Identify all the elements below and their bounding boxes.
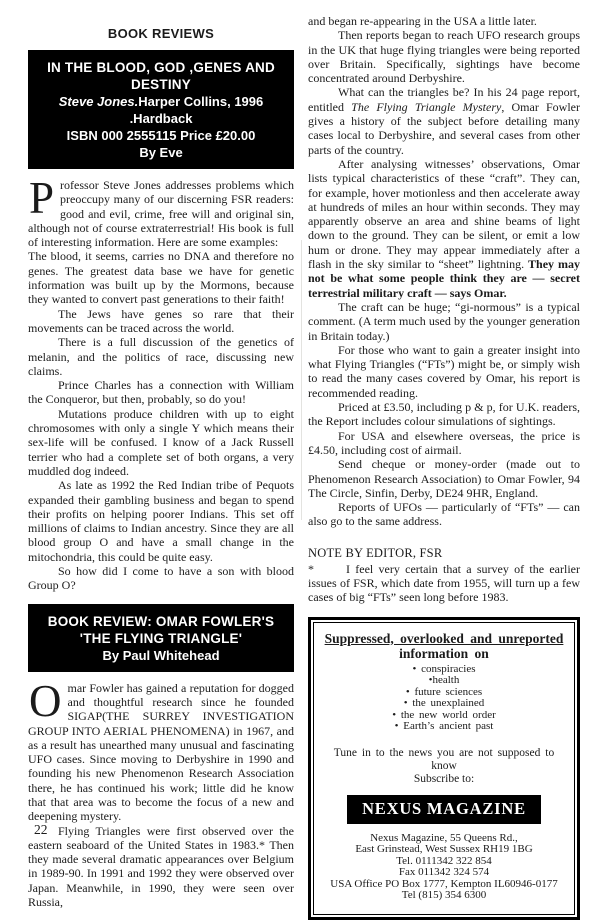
review2-reviewer: By Paul Whitehead bbox=[102, 647, 220, 663]
left-column bbox=[28, 26, 294, 909]
editor-note bbox=[308, 562, 580, 605]
footnote-asterisk: * bbox=[308, 561, 314, 576]
paragraph: Mutations produce children with up to eight chromosomes with only a single Y which means their sex-life will be confused. I know of a Jack Russell terrier who had a complete set of both organs, a very muddled dog indeed. bbox=[28, 406, 294, 478]
nexus-advert bbox=[308, 617, 580, 920]
book-author: Steve Jones. bbox=[58, 94, 139, 109]
paragraph: The blood, it seems, carries no DNA and therefore no genes. The greatest data base we have for genetic information was built up by the Mormons, because they wanted to convert past generations to their faith! bbox=[28, 249, 294, 307]
paragraph: After analysing witnesses’ observations, Omar lists typical characteristics of these “craft”. They can, for example, hover motionless and then accelerate away at hundreds of miles an hour within seconds. They may apparently observe an area and shine beams of light down to the ground. They can be silent, or emit a low hum or drone. They may appear immediately after a flash in the sky similar to “sheet” lightning. They may not be what some people think they are — secret terrestrial military craft — says Omar. bbox=[308, 156, 581, 300]
paragraph: For USA and elsewhere overseas, the price is £4.50, including cost of airmail. bbox=[308, 428, 580, 457]
review2-title-box bbox=[28, 604, 294, 672]
review1-title-box bbox=[28, 50, 294, 169]
paragraph: As late as 1992 the Red Indian tribe of Pequots expanded their gambling business and began to spend their profits on helping poorer Indians. This set off millions of claims to Indian ancestry. Since they are all blood group O and have a small change in the mitochondria, this could be quite easy. bbox=[28, 478, 294, 564]
paragraph: What can the triangles be? In his 24 page report, entitled The Flying Triangle Mystery, Omar Fowler gives a history of the subject before detailing many cases local to Derbyshire, and several cases from other parts of the country. bbox=[308, 85, 580, 157]
list-item: • the new world order bbox=[392, 708, 496, 721]
list-item: • the unexplained bbox=[403, 697, 485, 710]
list-item: Tel. 0111342 322 854 bbox=[396, 854, 492, 867]
paragraph: So how did I come to have a son with blood Group O? bbox=[28, 564, 294, 593]
paragraph: Reports of UFOs — particularly of “FTs” — can also go to the same address. bbox=[308, 500, 580, 529]
review1-body bbox=[28, 173, 294, 593]
drop-cap: O bbox=[29, 675, 62, 726]
review2-body bbox=[28, 675, 294, 910]
paragraph: For those who want to gain a greater insight into what Flying Triangles (“FTs”) might be, or simply wish to read the many cases covered by Omar, his report is recommended reading. bbox=[308, 342, 580, 400]
advert-headline-line2: information on bbox=[399, 646, 489, 662]
advert-subscribe-label: Subscribe to: bbox=[413, 772, 475, 785]
page-section-title: BOOK REVIEWS bbox=[107, 26, 215, 41]
paragraph: Priced at £3.50, including p & p, for U.K. readers, the Report includes colour simulations of sightings. bbox=[308, 400, 580, 429]
book-byline bbox=[36, 93, 286, 127]
advert-inner-border bbox=[313, 622, 575, 915]
paragraph: Prince Charles has a connection with William the Conqueror, but then, probably, so do you! bbox=[28, 378, 294, 407]
right-column bbox=[308, 14, 580, 920]
column-gutter-scan-artifact bbox=[301, 240, 302, 520]
book-title: IN THE BLOOD, GOD ,GENES AND DESTINY bbox=[47, 60, 275, 92]
paragraph: The Jews have genes so rare that their movements can be traced across the world. bbox=[28, 306, 294, 335]
paragraph: Omar Fowler has gained a reputation for dogged and thoughtful research since he founded SIGAP(THE SURREY INVESTIGATION GROUP INTO AERIAL PHENOMENA) in 1967, and as a result has unearthed many unusual and fascinating UFO cases. Since moving to Derbyshire in 1990 and founding his new Phenomenon Research Association there, he has continued his work; little did he know that that area was to become the focus of a new and deepening mystery. bbox=[28, 675, 294, 824]
paragraph: There is a full discussion of the genetics of melanin, and the politics of race, discussing new claims. bbox=[28, 335, 294, 378]
editor-note-heading: NOTE BY EDITOR, FSR bbox=[308, 545, 443, 560]
page-number: 22 bbox=[34, 822, 48, 837]
paragraph: Flying Triangles were first observed over the eastern seaboard of the United States in 1983.* Then they made several dramatic appearances over Belgium in 1989-90. In 1991 and 1992 they were observed over Japan. Meanwhile, in 1990, they were seen over Russia, bbox=[28, 823, 294, 910]
list-item: Tel (815) 354 6300 bbox=[401, 889, 487, 902]
right-column-body bbox=[308, 14, 580, 529]
advert-headline-line1: Suppressed, overlooked and unreported bbox=[324, 630, 564, 646]
paragraph: Then reports began to reach UFO research groups in the UK that huge flying triangles were being reported over Britain. Specifically, sightings have become concentrated around Derbyshire. bbox=[308, 28, 580, 86]
paragraph: and began re-appearing in the USA a little later. bbox=[308, 14, 537, 28]
list-item: East Grinstead, West Sussex RH19 1BG bbox=[355, 843, 533, 856]
paragraph: The craft can be huge; “gi-normous” is a typical comment. (A term much used by the younger generation in Britain today.) bbox=[308, 299, 580, 343]
advert-topic-list bbox=[320, 664, 568, 733]
list-item: • Earth’s ancient past bbox=[394, 720, 494, 733]
review2-title: BOOK REVIEW: OMAR FOWLER'S 'THE FLYING TRIANGLE' bbox=[47, 613, 275, 646]
list-item: USA Office PO Box 1777, Kempton IL60946-0177 bbox=[330, 877, 558, 890]
book-publisher: Harper Collins, 1996 .Hardback bbox=[129, 94, 264, 126]
advert-headline bbox=[320, 631, 568, 662]
drop-cap: P bbox=[29, 173, 55, 223]
advert-address bbox=[320, 833, 568, 902]
advert-tagline: Tune in to the news you are not supposed to know bbox=[333, 746, 555, 772]
paragraph: Professor Steve Jones addresses problems which preoccupy many of our discerning FSR readers: good and evil, crime, free will and original sin, although not of course extraterrestrial! His book is full of interesting information. Here are some examples: bbox=[28, 173, 294, 250]
list-item: Fax 011342 324 574 bbox=[398, 866, 490, 879]
list-item: Nexus Magazine, 55 Queens Rd., bbox=[370, 831, 518, 844]
list-item: • conspiracies bbox=[412, 662, 476, 675]
list-item: • future sciences bbox=[405, 685, 483, 698]
editor-note-text: I feel very certain that a survey of the earlier issues of FSR, which date from 1955, will turn up a few cases of big “FTs” seen long before 1983. bbox=[308, 561, 580, 605]
nexus-magazine-logo: NEXUS MAGAZINE bbox=[347, 795, 541, 824]
book-isbn-price: ISBN 000 2555115 Price £20.00 bbox=[66, 128, 256, 143]
list-item: •health bbox=[428, 674, 460, 687]
reviewer-name: By Eve bbox=[139, 145, 183, 160]
paragraph: Send cheque or money-order (made out to Phenomenon Research Association) to Omar Fowler, 94 The Circle, Sinfin, Derby, DE24 9HR, England. bbox=[308, 457, 580, 500]
